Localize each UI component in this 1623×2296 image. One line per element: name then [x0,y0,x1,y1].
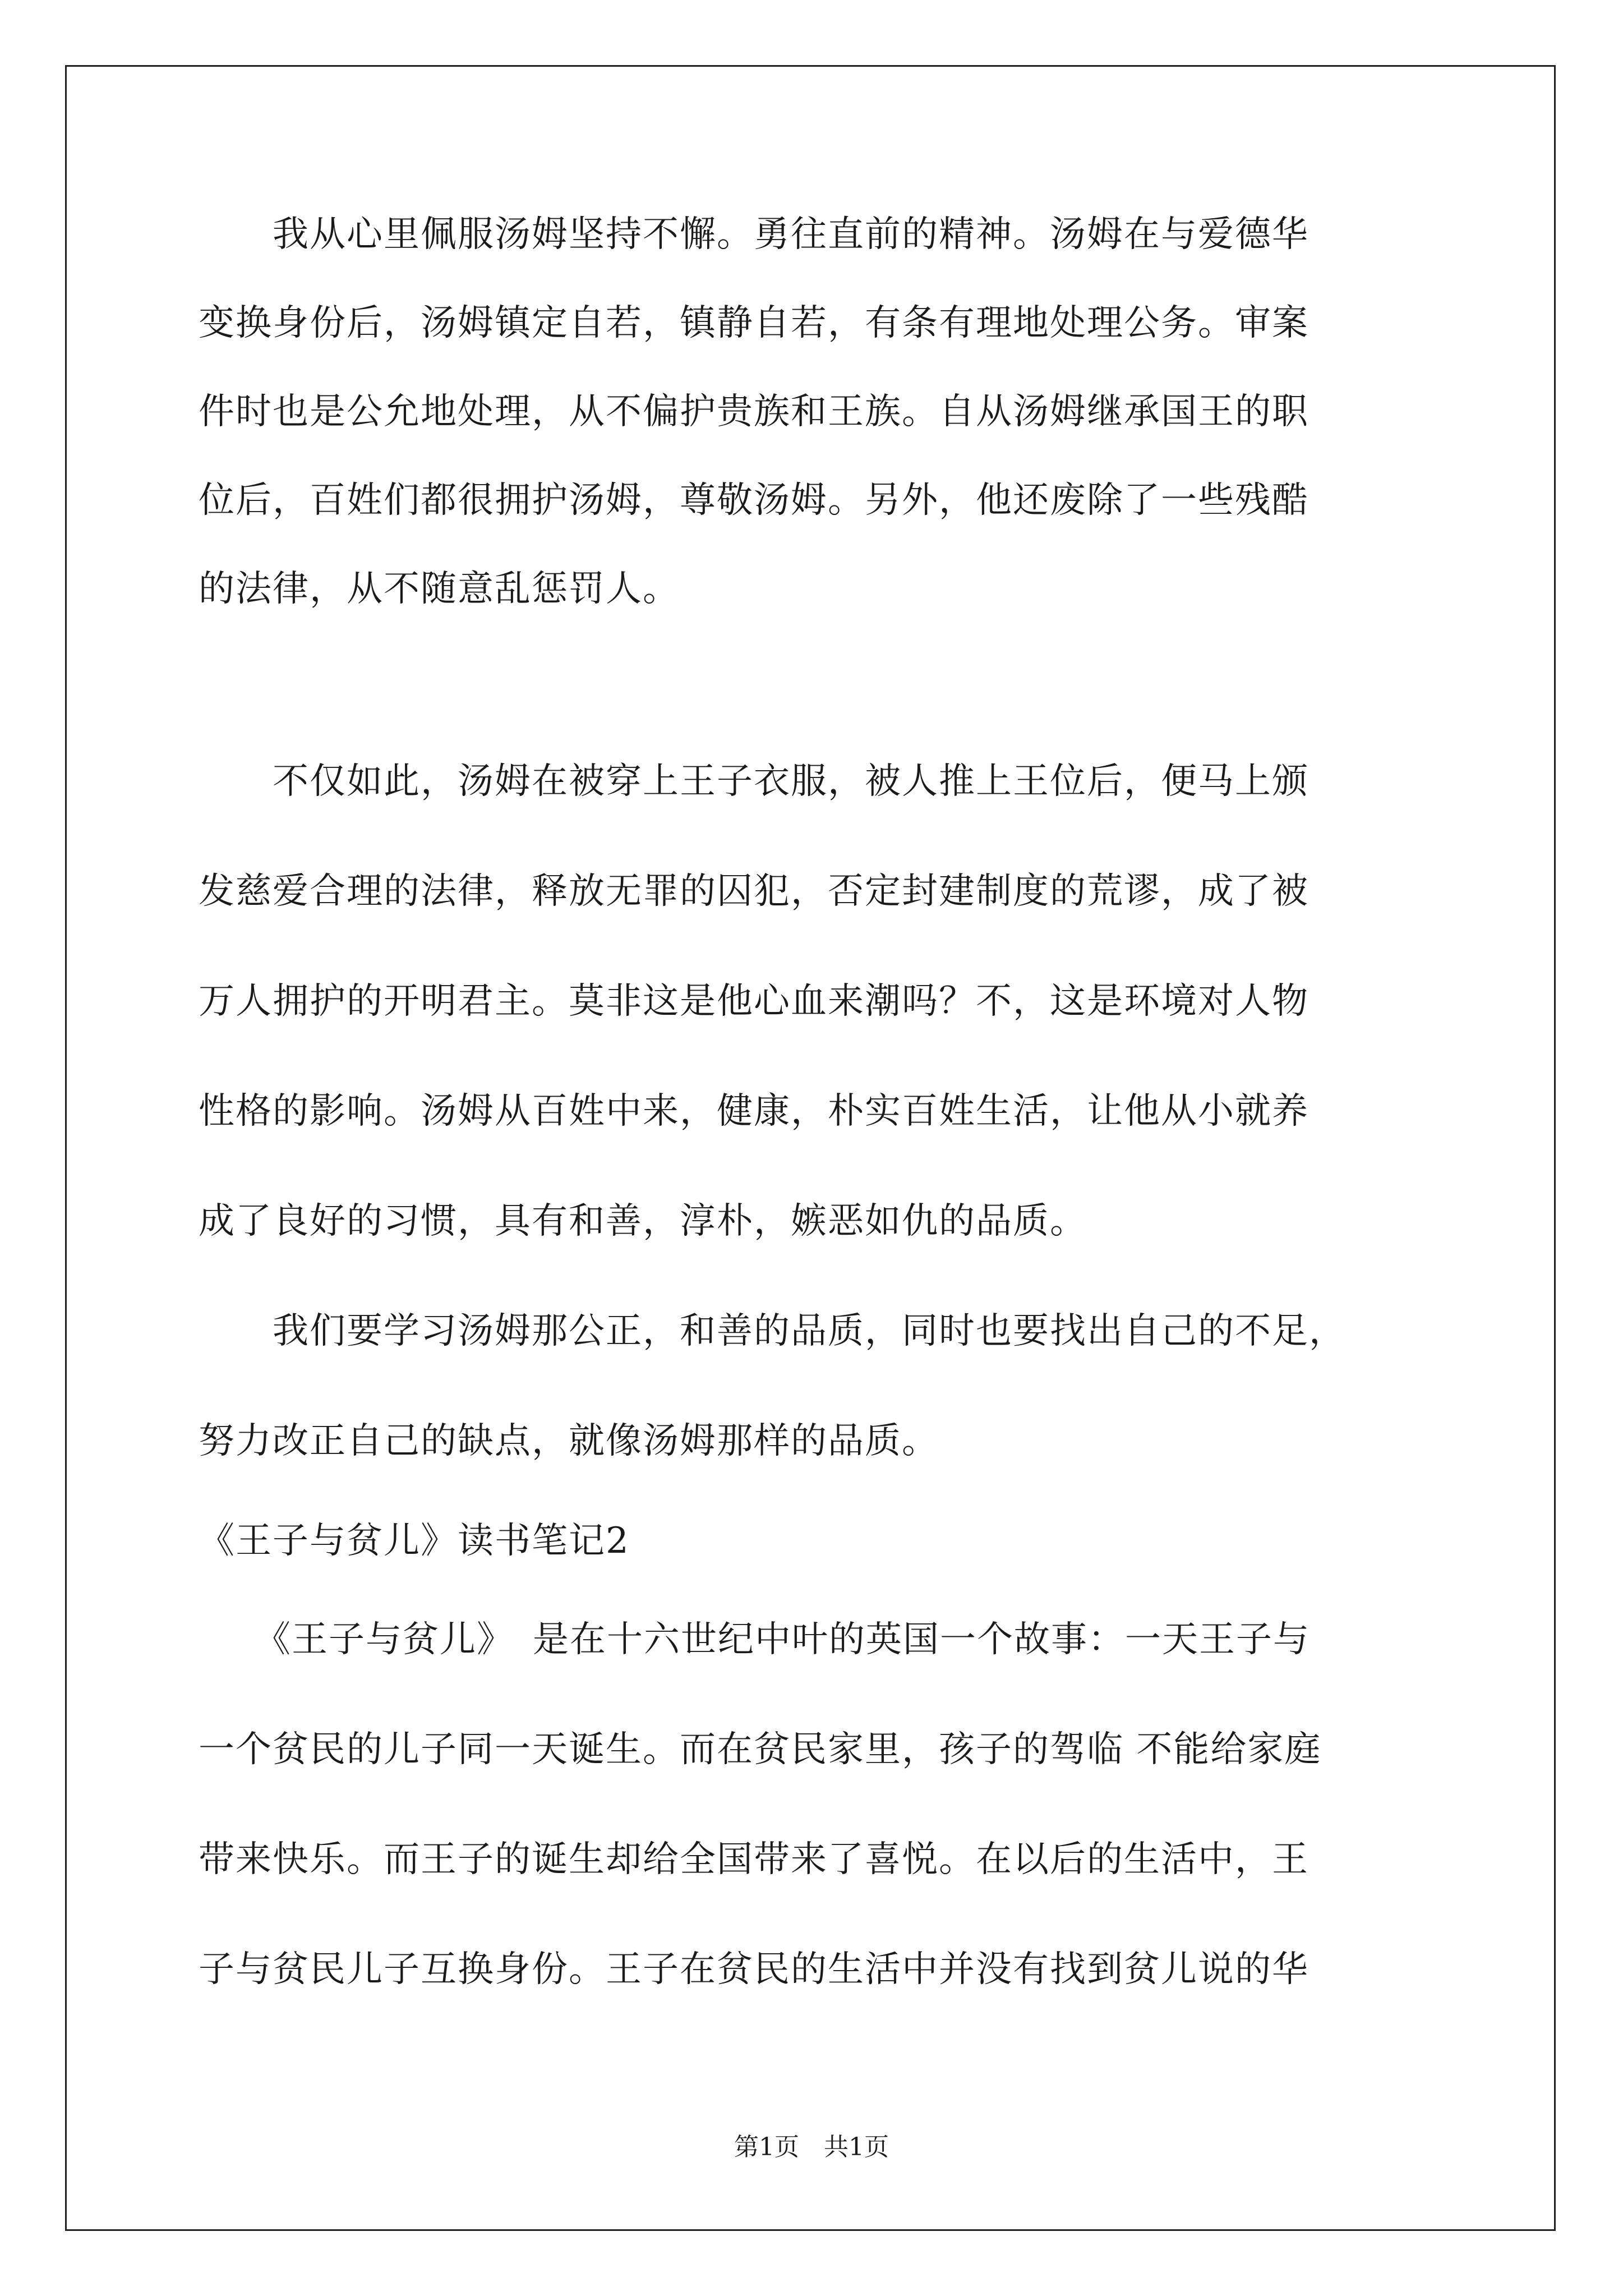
section-heading: 《王子与贫儿》读书笔记2 [199,1520,630,1562]
page-footer: 第1页 共1页 [734,2133,889,2161]
text-line: 努力改正自己的缺点，就像汤姆那样的品质。 [199,1420,939,1462]
text-line: 我们要学习汤姆那公正，和善的品质，同时也要找出自己的不足， [199,1310,1346,1352]
text-line: 子与贫民儿子互换身份。王子在贫民的生活中并没有找到贫儿说的华 [199,1949,1309,1990]
text-line: 性格的影响。汤姆从百姓中来，健康，朴实百姓生活，让他从小就养 [199,1091,1309,1132]
text-line: 变换身份后，汤姆镇定自若，镇静自若，有条有理地处理公务。审案 [199,302,1309,344]
text-line: 位后，百姓们都很拥护汤姆，尊敬汤姆。另外，他还废除了一些残酷 [199,480,1309,521]
text-line: 件时也是公允地处理，从不偏护贵族和王族。自从汤姆继承国王的职 [199,391,1309,432]
text-line: 发慈爱合理的法律，释放无罪的囚犯，否定封建制度的荒谬，成了被 [199,871,1309,912]
text-line: 万人拥护的开明君主。莫非这是他心血来潮吗？不，这是环境对人物 [199,981,1309,1022]
text-line: 我从心里佩服汤姆坚持不懈。勇往直前的精神。汤姆在与爱德华 [199,214,1309,255]
text-line: 成了良好的习惯，具有和善，淳朴，嫉恶如仇的品质。 [199,1200,1087,1242]
text-line: 《王子与贫儿》 是在十六世纪中叶的英国一个故事：一天王子与 [199,1619,1310,1660]
text-line: 带来快乐。而王子的诞生却给全国带来了喜悦。在以后的生活中，王 [199,1839,1309,1880]
text-line: 的法律，从不随意乱惩罚人。 [199,568,680,610]
text-line: 一个贫民的儿子同一天诞生。而在贫民家里，孩子的驾临 不能给家庭 [199,1729,1322,1770]
text-line: 不仅如此，汤姆在被穿上王子衣服，被人推上王位后，便马上颁 [199,761,1309,802]
